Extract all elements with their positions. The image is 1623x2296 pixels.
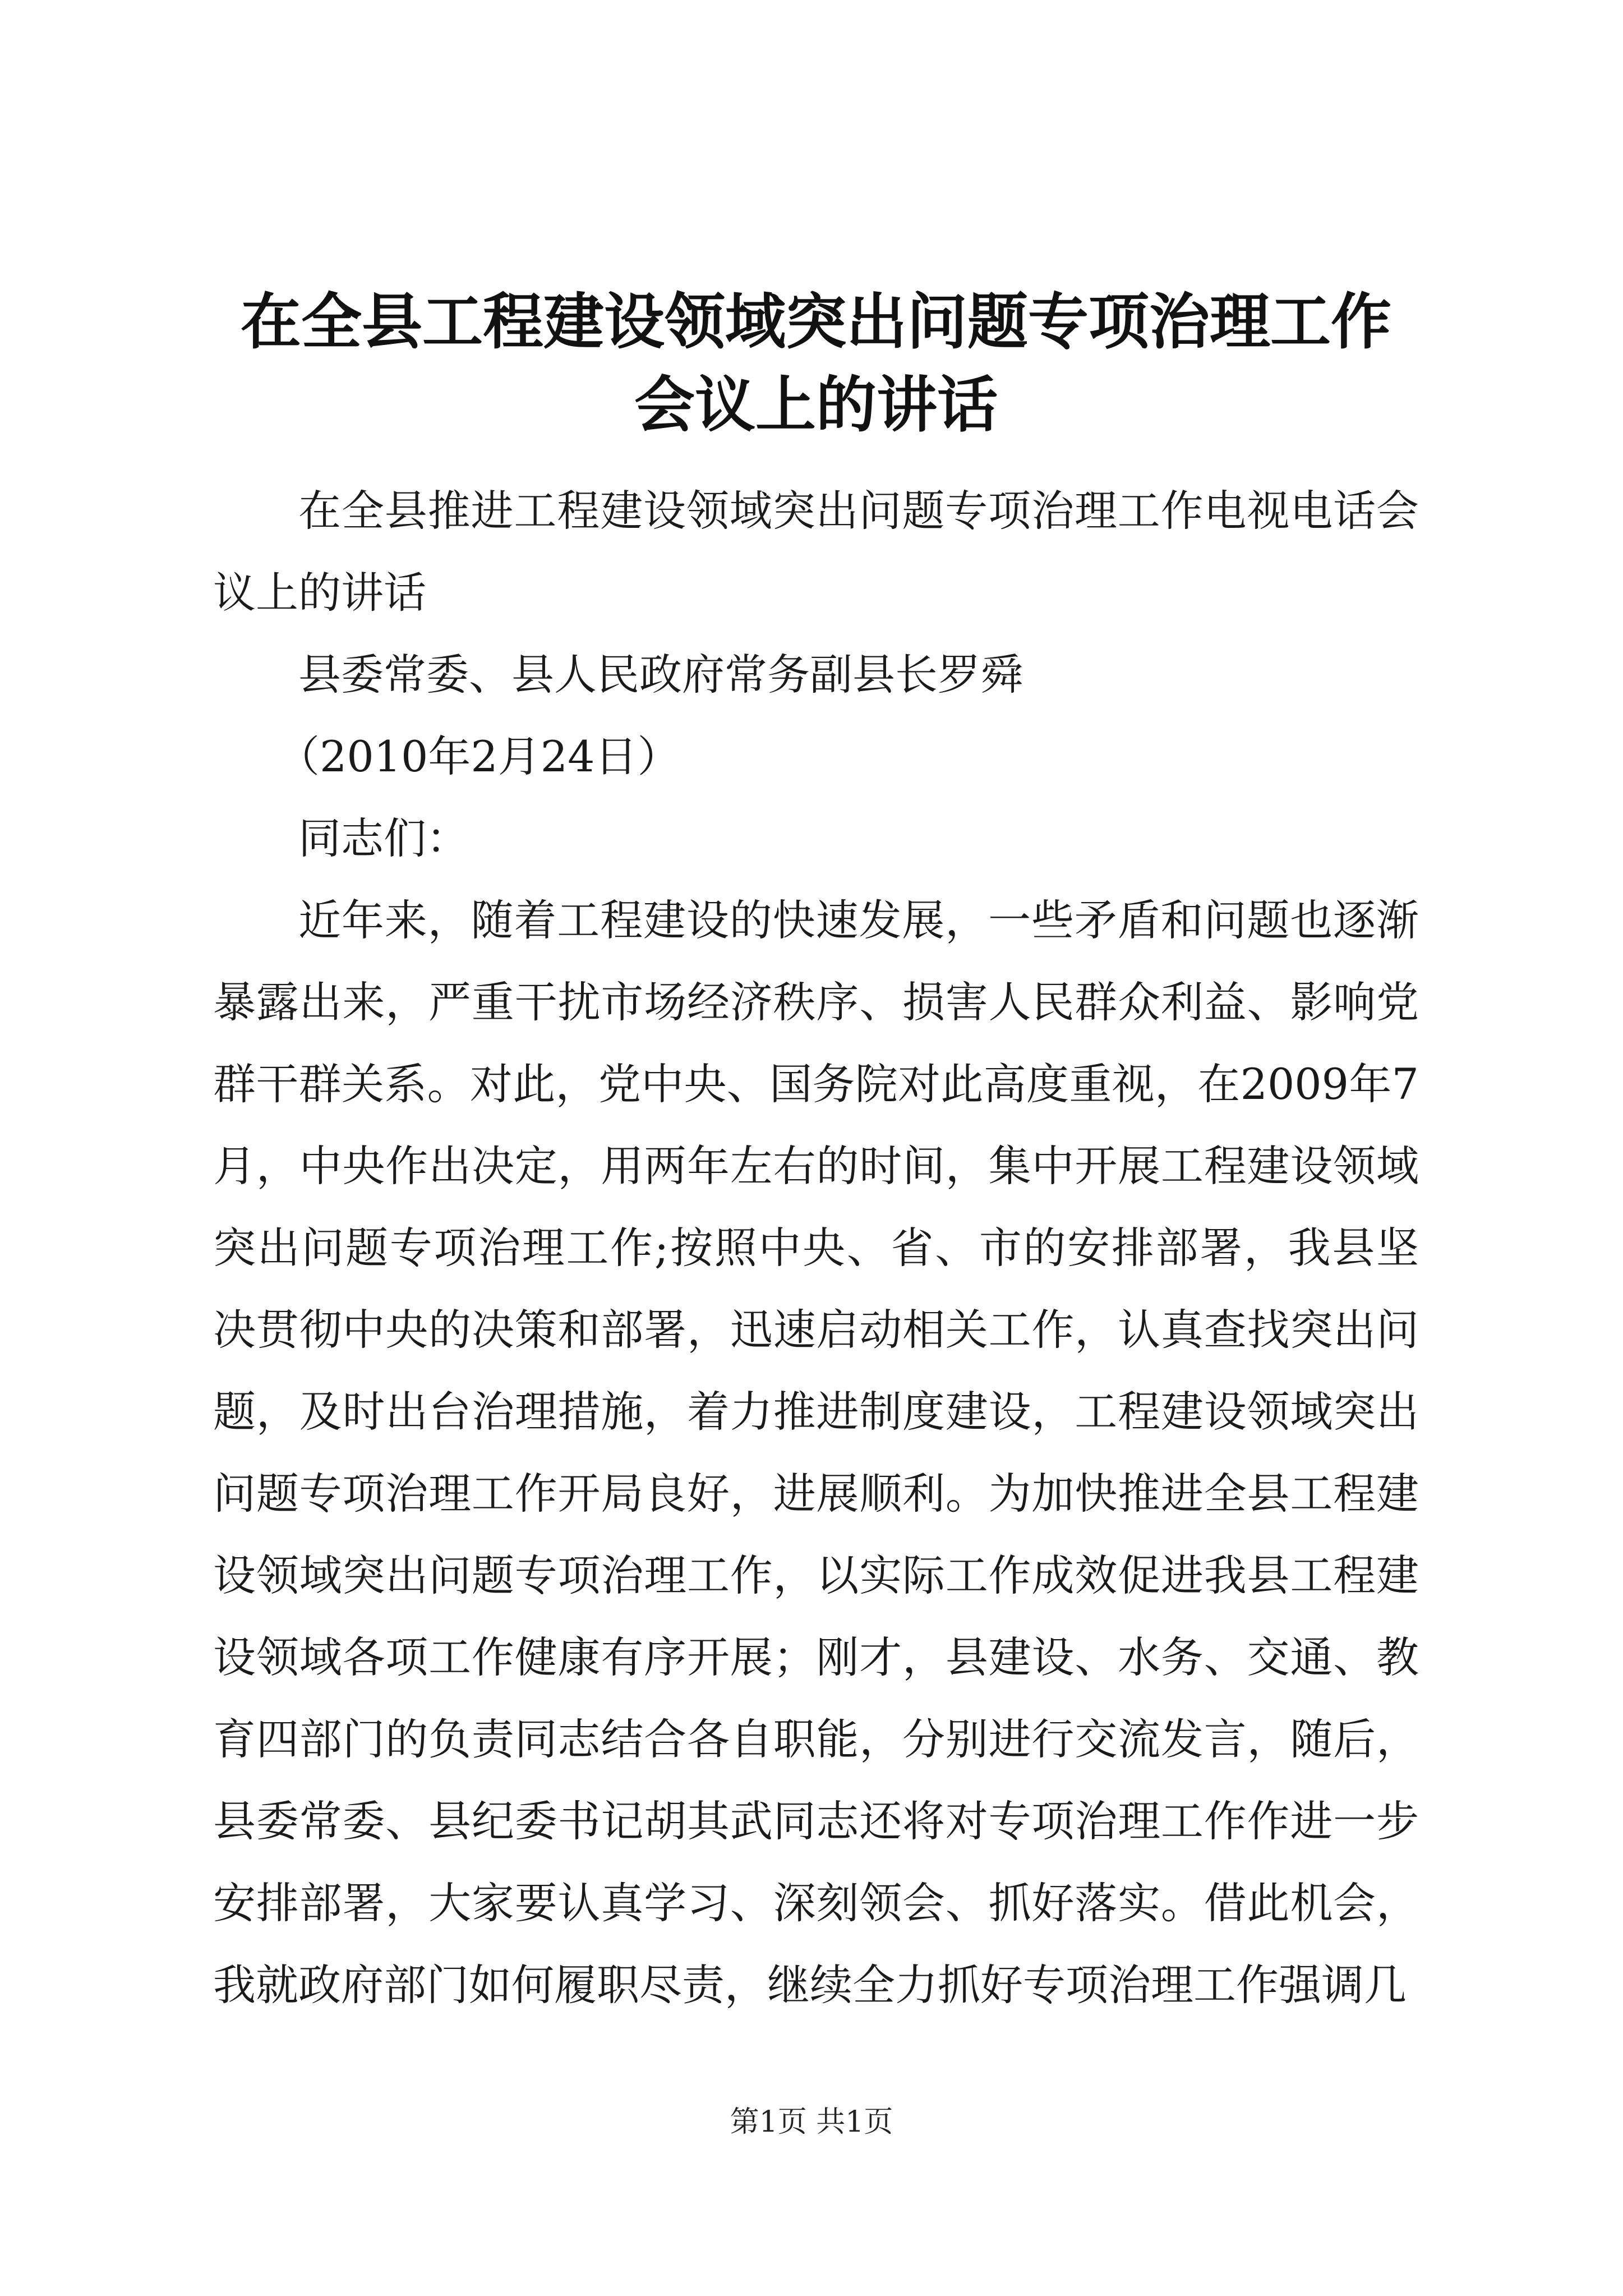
date-line: （2010年2月24日） — [277, 731, 680, 781]
document-title: 在全县工程建设领域突出问题专项治理工作会议上的讲话 — [240, 287, 1391, 440]
speaker-line: 县委常委、县人民政府常务副县长罗舜 — [298, 650, 1023, 700]
page-footer: 第1页 共1页 — [730, 2105, 893, 2139]
salutation: 同志们： — [298, 813, 469, 863]
body-paragraph: 近年来，随着工程建设的快速发展，一些矛盾和问题也逐渐暴露出来，严重干扰市场经济秩序、损害人民群众利益、影响党群干群关系。对此，党中央、国务院对此高度重视，在2009年7月，中央作出决定，用两年左右的时间，集中开展工程建设领域突出问题专项治理工作;按照中央、省、市的安排部署，我县坚决贯彻中央的决策和部署，迅速启动相关工作，认真查找突出问题，及时出台治理措施，着力推进制度建设，工程建设领域突出问题专项治理工作开局良好，进展顺利。为加快推进全县工程建设领域突出问题专项治理工作，以实际工作成效促进我县工程建设领域各项工作健康有序开展；刚才，县建设、水务、交通、教育四部门的负责同志结合各自职能，分别进行交流发言，随后，县委常委、县纪委书记胡其武同志还将对专项治理工作作进一步安排部署，大家要认真学习、深刻领会、抓好落实。借此机会，我就政府部门如何履职尽责，继续全力抓好专项治理工作强调几 — [213, 895, 1419, 2010]
document-body — [213, 470, 1419, 2026]
subtitle-paragraph: 在全县推进工程建设领域突出问题专项治理工作电视电话会议上的讲话 — [213, 486, 1419, 618]
